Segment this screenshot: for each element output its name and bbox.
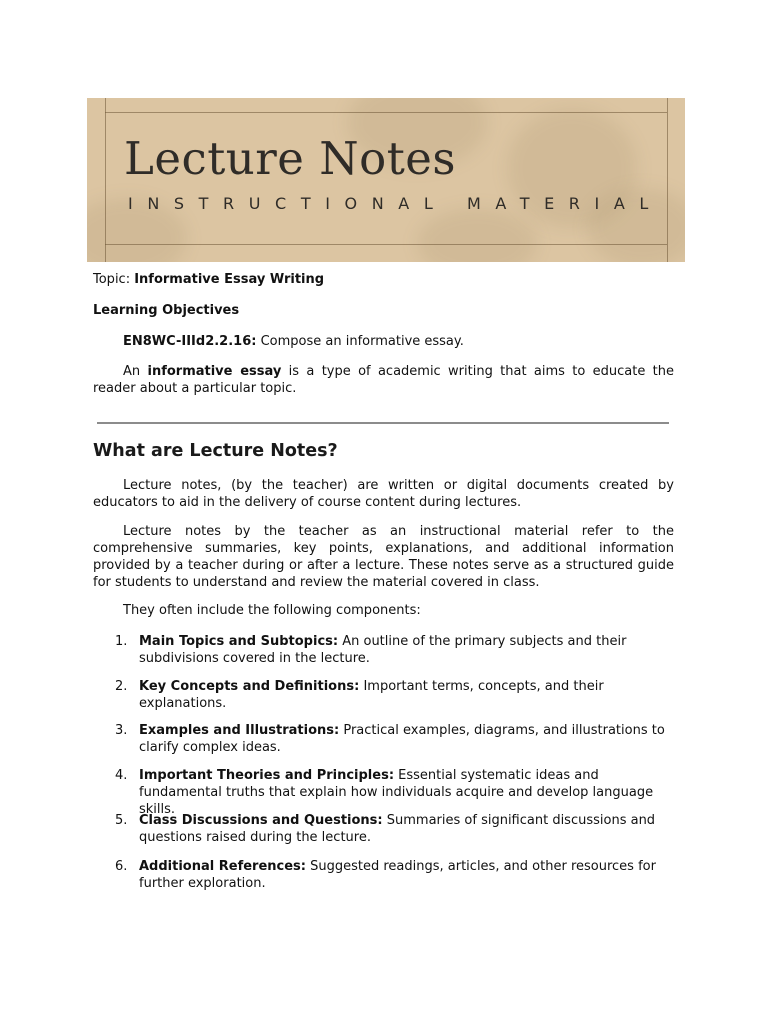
- list-item-text: An outline of the primary subjects and their subdivisions covered in the lecture.: [139, 634, 627, 666]
- objective-code: EN8WC-IIId2.2.16:: [123, 334, 257, 349]
- banner-frame-bottom: [105, 244, 667, 245]
- list-item-title: Examples and Illustrations:: [139, 723, 340, 738]
- banner-title: Lecture Notes: [124, 132, 457, 185]
- objective-item: [93, 333, 674, 350]
- list-item-text: Essential systematic ideas and fundamental truths that explain how individuals acquire and develop language skills.: [139, 768, 654, 817]
- list-number: 4.: [115, 768, 128, 783]
- list-item-title: Main Topics and Subtopics:: [139, 634, 339, 649]
- section-heading: What are Lecture Notes?: [93, 441, 338, 461]
- list-item-text: Summaries of significant discussions and questions raised during the lecture.: [139, 813, 656, 845]
- section-divider: [97, 422, 669, 424]
- list-item-title: Important Theories and Principles:: [139, 768, 395, 783]
- lecture-notes-banner: [87, 98, 685, 262]
- banner-subtitle: INSTRUCTIONAL MATERIAL: [128, 194, 663, 213]
- list-number: 1.: [115, 634, 128, 649]
- list-item-title: Key Concepts and Definitions:: [139, 679, 360, 694]
- banner-frame-left: [105, 98, 106, 262]
- objective-text: Compose an informative essay.: [256, 334, 464, 349]
- topic-value: Informative Essay Writing: [134, 272, 325, 287]
- definition-pre: An: [123, 364, 148, 379]
- paragraph: They often include the following components:: [123, 603, 421, 618]
- paragraph: Lecture notes by the teacher as an instructional material refer to the comprehensive summaries, key points, explanations, and additional information provided by a teacher during or after a lecture. These notes serve as a structured guide for students to understand and review the material covered in class.: [93, 524, 674, 590]
- list-number: 3.: [115, 723, 128, 738]
- definition-post: is a type of academic writing that aims to educate the reader about a particular topic.: [93, 364, 675, 396]
- banner-frame-top: [105, 112, 667, 113]
- list-item-text: Important terms, concepts, and their explanations.: [139, 679, 604, 711]
- list-item-text: Suggested readings, articles, and other resources for further exploration.: [139, 859, 656, 891]
- definition-term: informative essay: [147, 364, 282, 379]
- paragraph: Lecture notes, (by the teacher) are written or digital documents created by educators to aid in the delivery of course content during lectures.: [93, 478, 674, 510]
- definition-paragraph: [93, 363, 674, 397]
- objectives-heading: Learning Objectives: [93, 303, 240, 318]
- list-number: 6.: [115, 859, 128, 874]
- topic-label: Topic:: [93, 272, 135, 287]
- list-item-title: Additional References:: [139, 859, 306, 874]
- list-item-title: Class Discussions and Questions:: [139, 813, 383, 828]
- list-number: 2.: [115, 679, 128, 694]
- banner-frame-right: [667, 98, 668, 262]
- list-item-text: Practical examples, diagrams, and illustrations to clarify complex ideas.: [139, 723, 665, 755]
- topic-line: [93, 271, 674, 288]
- list-number: 5.: [115, 813, 128, 828]
